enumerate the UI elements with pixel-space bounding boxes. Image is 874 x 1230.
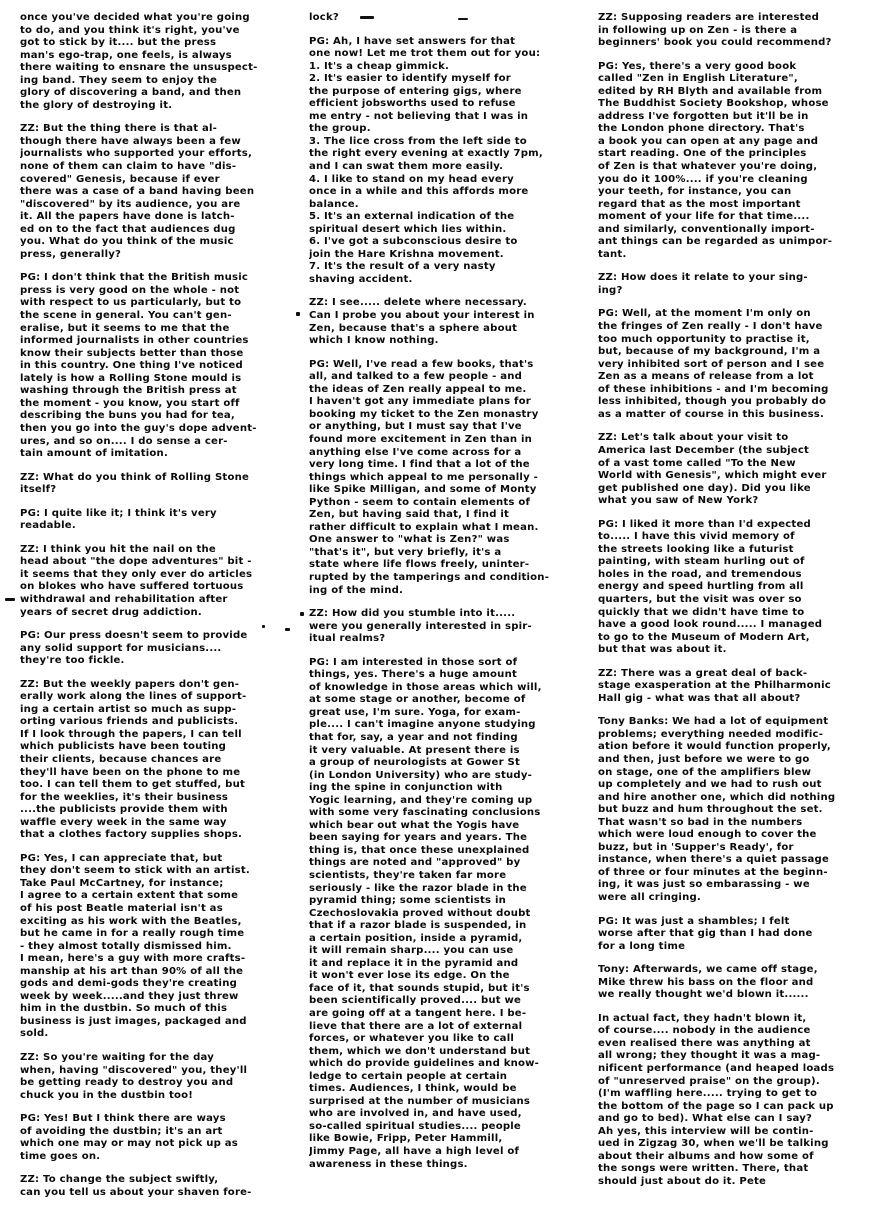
article-paragraph: PG: I liked it more than I'd expected to..... I have this vivid memory of the streets looking like a futurist painting, with steam hurling out of holes in the road, and tremendous energy and speed hurtling from all quarters, but the visit was over so quickly that we didn't have time to have a good look round..... I managed to go to the Museum of Modern Art, but that was about it.: [598, 518, 823, 656]
article-paragraph: PG: Well, I've read a few books, that's all, and talked to a few people - and the ideas of Zen really appeal to me. I haven't got any immediate plans for booking my ticket to the Zen monastry or anything, but I must say that I've found more excitement in Zen than in anything else I've come across for a very long time. I find that a lot of the things which appeal to me personally - like Spike Milligan, and some of Monty Python - seem to contain elements of Zen, but having said that, I find it rather difficult to explain what I mean. One answer to "what is Zen?" was "that's it", but very briefly, it's a state where life flows freely, uninter- rupted by the tamperings and condition- ing of the mind.: [309, 358, 550, 596]
text-column-1: [20, 12, 296, 1230]
print-speck: [458, 18, 468, 20]
article-paragraph: PG: It was just a shambles; I felt worse after that gig than I had done for a long time: [598, 915, 813, 952]
article-paragraph: ZZ: How does it relate to your sing- ing?: [598, 272, 808, 296]
print-speck: [5, 598, 15, 601]
article-paragraph: In actual fact, they hadn't blown it, of course.... nobody in the audience even realised there was anything at all wrong; they thought it was a mag- nificent performance (and heaped loads of "unreserved praise" on the group). (I'm waffling here..... trying to get to the bottom of the page so I can pack up and go to bed). What else can I say? Ah yes, this interview will be contin- ued in Zigzag 30, when we'll be talking about their albums and how some of the songs were written. There, that should just about do it. Pete: [598, 1012, 835, 1187]
article-paragraph: PG: I quite like it; I think it's very readable.: [20, 507, 217, 532]
article-paragraph: PG: Yes, there's a very good book called "Zen in English Literature", edited by RH Blyth and available from The Buddhist Society Bookshop, whose address I've forgotten but it'll be in the London phone directory. That's a book you can open at any page and start reading. One of the principles of Zen is that whatever you're doing, you do it 100%.... if you're cleaning your teeth, for instance, you can regard that as the most important moment of your life for that time.... and similarly, conventionally import- ant things can be regarded as unimpor- tant.: [598, 60, 833, 260]
article-paragraph: ZZ: So you're waiting for the day when, having "discovered" you, they'll be getting ready to destroy you and chuck you in the dustbin too!: [20, 1052, 248, 1101]
article-paragraph: Tony: Afterwards, we came off stage, Mike threw his bass on the floor and we really thought we'd blown it......: [598, 964, 818, 1001]
article-paragraph: lock?: [309, 12, 339, 23]
article-paragraph: PG: Yes! But I think there are ways of avoiding the dustbin; it's an art which one may or may not pick up as time goes on.: [20, 1113, 238, 1162]
article-paragraph: ZZ: How did you stumble into it..... were you generally interested in spir- itual realms?: [309, 608, 532, 645]
text-column-3: [598, 12, 872, 1230]
article-paragraph: ZZ: Let's talk about your visit to America last December (the subject of a vast tome called "To the New World with Genesis", which might ever get published one day). Did you like what you saw of New York?: [598, 432, 827, 507]
article-paragraph: ZZ: I think you hit the nail on the head about "the dope adventures" bit - it seems that they only ever do articles on blokes who have suffered tortuous withdrawal and rehabilitation after years of secret drug addiction.: [20, 543, 253, 618]
article-paragraph: ZZ: Supposing readers are interested in following up on Zen - is there a beginners' book you could recommend?: [598, 12, 832, 49]
article-paragraph: PG: Ah, I have set answers for that one now! Let me trot them out for you: 1. It's a cheap gimmick. 2. It's easier to identify myself for the purpose of entering gigs, where efficient jobsworths used to refuse me entry - not believing that I was in the group. 3. The lice cross from the left side to the right every evening at exactly 7pm, and I can swat them more easily. 4. I like to stand on my head every once in a while and this affords more balance. 5. It's an external indication of the spiritual desert which lies within. 6. I've got a subconscious desire to join the Hare Krishna movement. 7. It's the result of a very nasty shaving accident.: [309, 35, 543, 285]
print-speck: [296, 312, 300, 316]
article-paragraph: PG: Our press doesn't seem to provide any solid support for musicians.... they're too fickle.: [20, 630, 248, 667]
article-paragraph: PG: I don't think that the British music press is very good on the whole - not with respect to us particularly, but to the scene in general. You can't gen- eralise, but it seems to me that the informed journalists in other countries know their subjects better than those in this country. One thing I've noticed lately is how a Rolling Stone mould is washing through the British press at the moment - you know, you start off describing the buns you had for tea, then you go into the guy's dope advent- ures, and so on.... I do sense a cer- tain amount of imitation.: [20, 272, 257, 460]
article-paragraph: once you've decided what you're going to do, and you think it's right, you've got to stick by it.... but the press man's ego-trap, one feels, is always there waiting to ensnare the unsuspect- ing band. They seem to enjoy the glory of discovering a band, and then the glory of destroying it.: [20, 12, 258, 111]
article-paragraph: PG: Yes, I can appreciate that, but they don't seem to stick with an artist. Take Paul McCartney, for instance; I agree to a certain extent that some of his post Beatle material isn't as exciting as his work with the Beatles, but he came in for a really rough time - they almost totally dismissed him. I mean, here's a guy with more crafts- manship at his art than 90% of all the gods and demi-gods they're creating week by week.....and they just threw him in the dustbin. So much of this business is just images, packaged and sold.: [20, 852, 250, 1040]
article-paragraph: ZZ: I see..... delete where necessary. Can I probe you about your interest in Zen, because that's a sphere about which I know nothing.: [309, 297, 535, 347]
article-paragraph: Tony Banks: We had a lot of equipment problems; everything needed modific- ation before it would function properly, and then, just before we were to go on stage, one of the amplifiers blew up completely and we had to rush out and hire another one, which did nothing but buzz and hum throughout the set. That wasn't so bad in the numbers which were loud enough to cover the buzz, but in 'Supper's Ready', for instance, when there's a quiet passage of three or four minutes at the beginn- ing, it was just so embarassing - we were all cringing.: [598, 716, 836, 903]
article-paragraph: PG: Well, at the moment I'm only on the fringes of Zen really - I don't have too much opportunity to practise it, but, because of my background, I'm a very inhibited sort of person and I see Zen as a means of release from a lot of these inhibitions - and I'm becoming less inhibited, though you probably do as a matter of course in this business.: [598, 308, 829, 420]
article-paragraph: ZZ: There was a great deal of back- stage exasperation at the Philharmonic Hall gig - what was that all about?: [598, 667, 831, 704]
print-speck: [262, 625, 265, 628]
article-paragraph: PG: I am interested in those sort of things, yes. There's a huge amount of knowledge in those areas which will, at some stage or another, become of great use, I'm sure. Yoga, for exam- ple.... I can't imagine anyone studying that for, say, a year and not finding it very valuable. At present there is a group of neurologists at Gower St (in London University) who are study- ing the spine in conjunction with Yogic learning, and they're coming up with some very fascinating conclusions which bear out what the Yogis have been saying for years and years. The thing is, that once these unexplained things are noted and "approved" by scientists, they're taken far more seriously - like the razor blade in the pyramid thing; some scientists in Czechoslovakia proved without doubt that if a razor blade is suspended, in a certain position, inside a pyramid, it will remain sharp.... you can use it and replace it in the pyramid and it won't ever lose its edge. On the face of it, that sounds stupid, but it's been scientifically proved.... but we are going off at a tangent here. I be- lieve that there are a lot of external forces, or whatever you like to call them, which we don't understand but which do provide guidelines and know- ledge to certain people at certain times. Audiences, I think, would be surprised at the number of musicians who are involved in, and have used, so-called spiritual studies.... people like Bowie, Fripp, Peter Hammill, Jimmy Page, all have a high level of awareness in these things.: [309, 656, 542, 1170]
print-speck: [360, 16, 374, 19]
print-speck: [300, 612, 304, 616]
article-paragraph: ZZ: But the thing there is that al- though there have always been a few journalists who supported your efforts, none of them can claim to have "dis- covered" Genesis, because if ever there was a case of a band having been "discovered" by its audience, you are it. All the papers have done is latch- ed on to the fact that audiences dug you. What do you think of the music press, generally?: [20, 123, 255, 260]
article-paragraph: ZZ: What do you think of Rolling Stone itself?: [20, 471, 250, 496]
print-speck: [285, 628, 290, 631]
article-paragraph: ZZ: To change the subject swiftly, can you tell us about your shaven fore-: [20, 1174, 252, 1198]
text-column-2: [309, 12, 585, 1230]
article-paragraph: ZZ: But the weekly papers don't gen- erally work along the lines of support- ing a certain artist so much as supp- orting various friends and publicists. If I look through the papers, I can tell which publicists have been touting their clients, because chances are they'll have been on the phone to me too. I can tell them to get stuffed, but for the weeklies, it's their business ....the publicists provide them with waffle every week in the same way that a clothes factory supplies shops.: [20, 678, 247, 841]
